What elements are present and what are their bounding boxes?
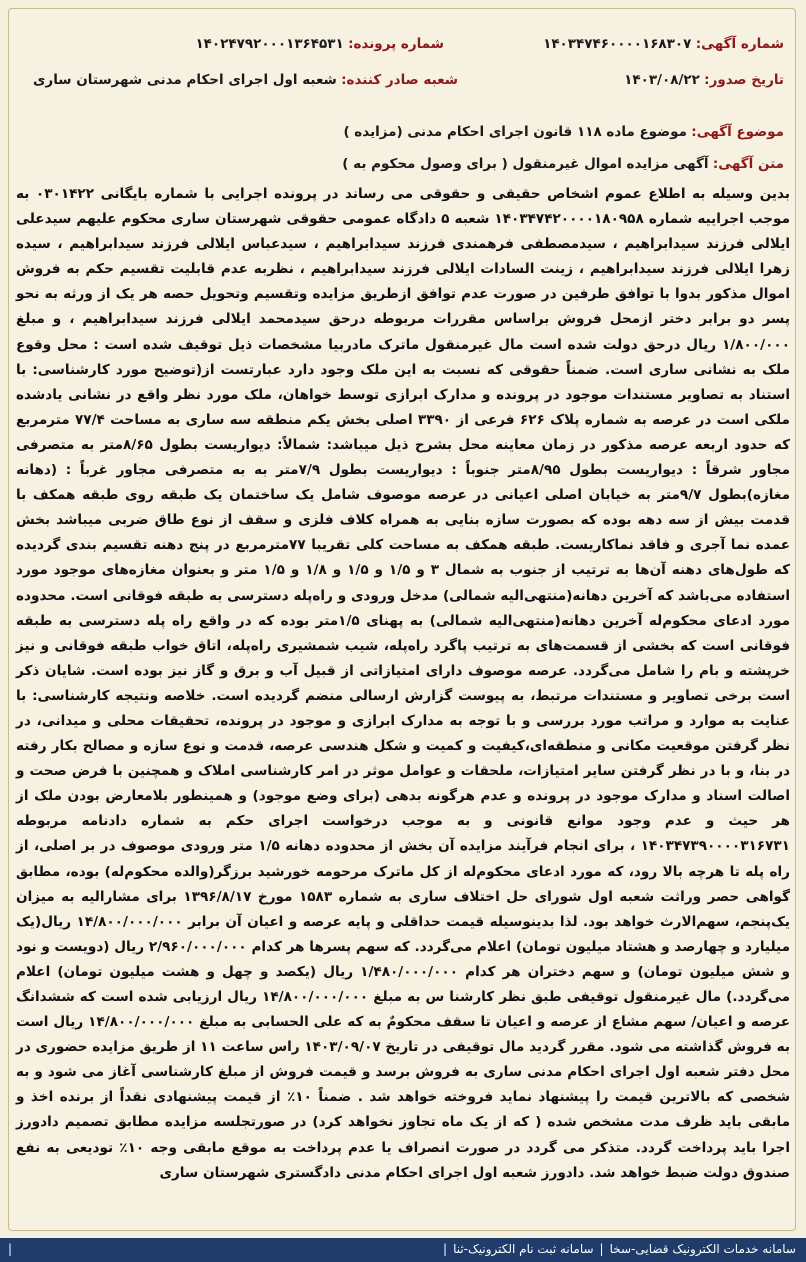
ad-number-row <box>543 36 784 52</box>
ad-text-label: متن آگهی: <box>712 156 784 172</box>
footer-bar <box>0 1238 806 1262</box>
notice-body: بدین وسیله به اطلاع عموم اشخاص حقیقی و حقوقی می رساند در پرونده اجرایی با شماره بایگانی ۰۳۰۱۴۲۲ به موجب اجراییه شماره ۱۴۰۳۴۷۴۲۰۰۰۰۱۸۰۹۵۸ شعبه ۵ دادگاه عمومی حقوقی شهرستان ساری محکوم علیهم سیدعلی ایلالی فرزند سیدابراهیم ، سیدمصطفی فرهمندی فرزند سیدابراهیم ، سیدعباس ایلالی فرزند سیدابراهیم ، سیده زهرا ایلالی فرزند سیدابراهیم ، زینت السادات ایلالی فرزند سیدابراهیم ، نظربه عدم قابلیت تقسیم حکم به فروش اموال مذکور بدوا با توافق طرفین در صورت عدم توافق ازطریق مزایده وتقسیم وتحویل حصه هر یک از ورثه به نحو پسر دو برابر دختر ازمحل فروش براساس مقررات مربوطه درحق سیدمحمد ایلالی فرزند سیدابراهیم ، و مبلغ ۱/۸۰۰/۰۰۰ ریال درحق دولت شده است مال غیرمنقول ماترک مادربیا مشخصات ذیل توقیف شده است : محل وقوع ملک به نشانی ساری است. ضمناً حقوقی که نسبت به این ملک وجود دارد عبارتست از(توضیح مورد کارشناسی: با استناد به تصاویر مستندات موجود در پرونده و مدارک ابرازی توسط خواهان، ملک مورد نظر واقع در نشانی یادشده ملکی است در عرصه به شماره پلاک ۶۲۶ فرعی از ۳۳۹۰ اصلی بخش یکم منطقه سه ساری به مساحت ۷۷/۴ مترمربع که حدود اربعه عرصه مذکور در زمان معاینه محل بشرح ذیل میباشد: شمالاً: دیواریست بطول ۸/۶۵متر به متصرفی مجاور شرقاً : دیواریست بطول ۸/۹۵متر جنوباً : دیواریست بطول ۷/۹متر به به متصرفی مجاور غرباً : (دهانه مغازه)بطول ۹/۷متر به خیابان اصلی اعیانی در عرصه موصوف شامل یک ساختمان یک طبقه روی طبقه همکف با قدمت بیش از سه دهه بوده که بصورت سازه بنایی به همراه کلاف فلزی و سقف از نوع طاق ضربی میباشد بخش عمده نما آجری و فاقد نماکاریست. طبقه همکف به مساحت کلی تقریبا ۷۷مترمربع در پنج دهنه تقسیم بندی گردیده که طول‌های دهنه آن‌ها به ترتیب از جنوب به شمال ۳ و ۱/۵ و ۱/۵ و ۱/۸ و ۱/۵ متر و بعنوان مغازه‌های موجود مورد استفاده می‌باشد که آخرین دهانه(منتهی‌الیه شمالی) مدخل ورودی و راه‌پله دسترسی به طبقه فوقانی است. محدوده مورد ادعای محکوم‌له آخرین دهانه(منتهی‌الیه شمالی) به پهنای ۱/۵متر بوده که در واقع راه پله دسترسی به طبقه فوقانی است که بخشی از قسمت‌های به ترتیب پاگرد راه‌پله، شیب شمشیری راه‌پله، اتاق خواب طبقه فوقانی و نیز خرپشته و بام را شامل می‌گردد. عرصه موصوف دارای امتیازاتی از قبیل آب و برق و گاز نیز بوده است. شایان ذکر است برخی تصاویر و مستندات مرتبط، به پیوست گزارش ارسالی منضم گردیده است. خلاصه ونتیجه کارشناسی: با عنایت به موارد و مراتب مورد بررسی و با توجه به مدارک ابرازی و موجود در پرونده، تحقیقات محلی و میدانی، در نظر گرفتن موقعیت مکانی و منطقه‌ای،کیفیت و کمیت و شکل هندسی عرصه، قدمت و نوع سازه و مصالح بکار رفته در بنا، و با در نظر گرفتن سایر امتیازات، ملحقات و عوامل موثر در امر کارشناسی املاک و همچنین با فرض صحت و اصالت اسناد و مدارک موجود در پرونده و عدم هرگونه بدهی (برای وضع موجود) و همینطور بلامعارض بودن ملک از هر حیث و عدم وجود موانع قانونی و به موجب درخواست اجرای حکم به شماره دادنامه مربوطه ۱۴۰۳۴۷۳۹۰۰۰۰۳۱۶۷۳۱ ، برای انجام فرآیند مزایده آن بخش از محدوده دهانه ۱/۵ متر ورودی موصوف در بر اصلی، از راه پله تا هرچه بالا رود، که مورد ادعای محکوم‌له از کل ماترک مرحومه خورشید برزگر(والده محکوم‌له) بوده، مطابق گواهی حصر وراثت شعبه اول شورای حل اختلاف ساری به شماره ۱۵۸۳ مورخ ۱۳۹۶/۸/۱۷ برای مشارالیه به میزان یک‌پنجم، سهم‌الارث خواهد بود. لذا بدینوسیله قیمت حداقلی و پایه عرصه و اعیان آن برابر ۱۴/۸۰۰/۰۰۰/۰۰۰ ریال(یک میلیارد و چهارصد و هشتاد میلیون تومان) اعلام می‌گردد. که سهم پسرها هر کدام ۲/۹۶۰/۰۰۰/۰۰۰ ریال (دویست و نود و شش میلیون تومان) و سهم دختران هر کدام ۱/۴۸۰/۰۰۰/۰۰۰ ریال (یکصد و چهل و هشت میلیون تومان) اعلام می‌گردد.) مال غیرمنقول توقیفی طبق نظر کارشنا س به مبلغ ۱۴/۸۰۰/۰۰۰/۰۰۰ ریال ارزیابی شده است که ششدانگ عرصه و اعیان/ سهم مشاع از عرصه و اعیان تا سقف محکومٌ به که علی الحسابی به مبلغ ۱۴/۸۰۰/۰۰۰/۰۰۰ ریال است به فروش گذاشته می شود. مقرر گردید مال توقیفی در تاریخ ۱۴۰۳/۰۹/۰۷ راس ساعت ۱۱ از طریق مزایده حضوری در محل دفتر شعبه اول اجرای احکام مدنی ساری به فروش برسد و قیمت فروش از مبلغ کارشناسی آغاز می شود و به شخصی که بالاترین قیمت را پیشنهاد نماید فروخته خواهد شد . ضمناً ۱۰٪ از قیمت پیشنهادی نقداً از برنده اخذ و مابقی باید ظرف مدت مشخص شده ( که از یک ماه تجاوز نخواهد کرد) در صورتجلسه مزایده مطابق تصمیم دادورز اجرا باید پرداخت گردد. متذکر می گردد در صورت انصراف یا عدم پرداخت به موقع مابقی وجه ۱۰٪ تودیعی به نفع صندوق دولت ضبط خواهد شد. دادورز شعبه اول اجرای احکام مدنی دادگستری شهرستان ساری <box>16 186 791 1181</box>
issue-date-label: تاریخ صدور: <box>704 72 784 88</box>
issue-date-value: ۱۴۰۳/۰۸/۲۲ <box>624 72 700 88</box>
case-number-value: ۱۴۰۲۴۷۹۲۰۰۰۱۳۶۴۵۳۱ <box>195 36 344 52</box>
ad-number-value: ۱۴۰۳۴۷۴۶۰۰۰۰۱۶۸۳۰۷ <box>543 36 692 52</box>
ad-text-title: آگهی مزایده اموال غیرمنقول ( برای وصول محکوم به ) <box>342 156 709 172</box>
issuer-row <box>33 72 458 88</box>
ad-text-title-row <box>342 156 784 172</box>
case-number-label: شماره پرونده: <box>348 36 444 52</box>
sana-link[interactable]: سامانه ثبت نام الکترونیک-ثنا <box>453 1242 594 1256</box>
footer-end-mark: | <box>443 1242 448 1256</box>
issue-date-row <box>624 72 784 88</box>
case-number-row <box>195 36 444 52</box>
issuer-value: شعبه اول اجرای احکام مدنی شهرستان ساری <box>33 72 337 88</box>
subject-value: موضوع ماده ۱۱۸ قانون اجرای احکام مدنی (مزایده ) <box>343 124 687 140</box>
issuer-label: شعبه صادر کننده: <box>341 72 458 88</box>
subject-label: موضوع آگهی: <box>691 124 784 140</box>
sakha-link[interactable]: سامانه خدمات الکترونیک قضایی-سخا <box>609 1242 796 1256</box>
footer-left-mark: | <box>8 1242 13 1256</box>
ad-number-label: شماره آگهی: <box>695 36 784 52</box>
subject-row <box>343 124 784 140</box>
footer-separator: | <box>599 1242 604 1256</box>
footer-links <box>443 1242 796 1256</box>
